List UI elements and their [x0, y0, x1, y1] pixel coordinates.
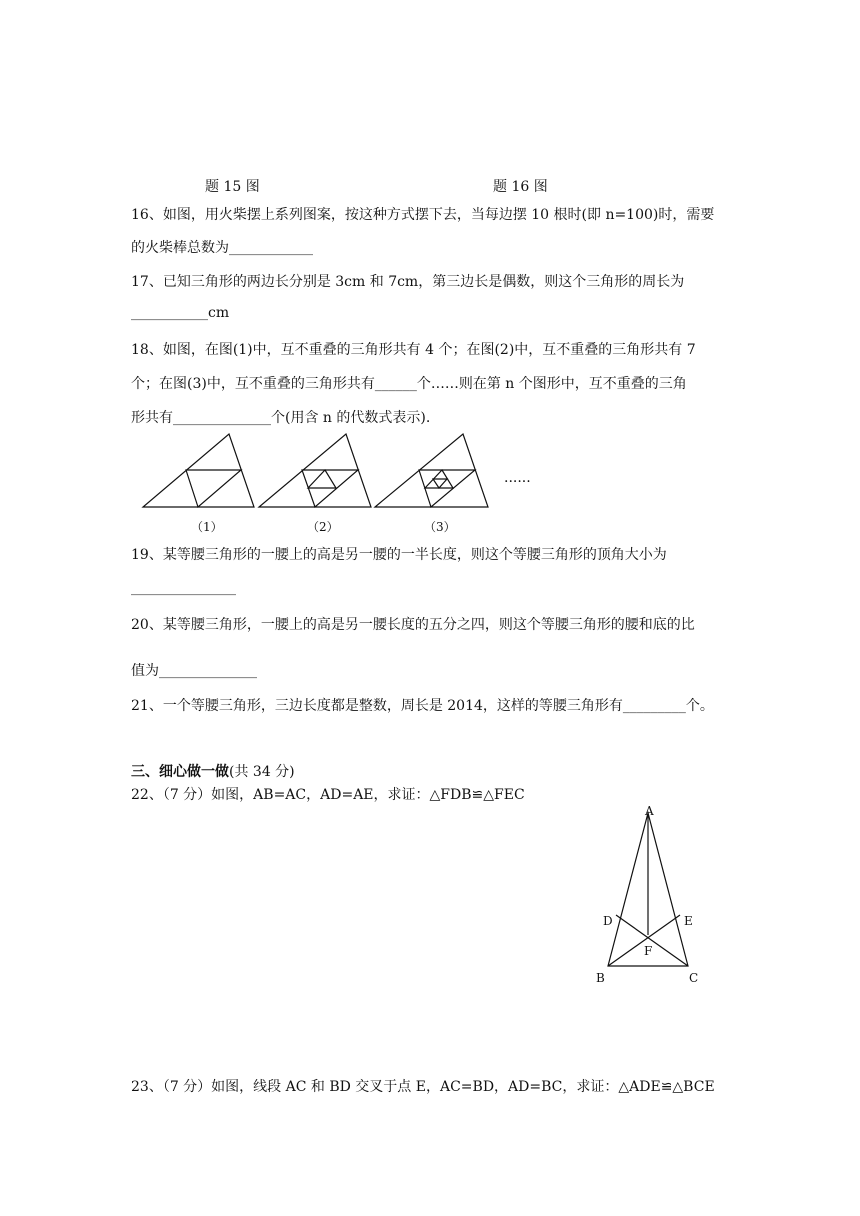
- q22-label-a: A: [645, 804, 654, 818]
- q16-line2: 的火柴棒总数为____________: [131, 240, 313, 256]
- fig16-caption: 题 16 图: [493, 179, 548, 195]
- q22-label-f: F: [644, 944, 653, 958]
- q22-line1: 22、（7 分）如图，AB=AC，AD=AE，求证：△FDB≌△FEC: [131, 787, 525, 803]
- q17-line1: 17、已知三角形的两边长分别是 3cm 和 7cm，第三边长是偶数，则这个三角形的周长为: [131, 274, 685, 290]
- q18-line2: 个；在图(3)中，互不重叠的三角形共有______个……则在第 n 个图形中，互不重叠的三角: [131, 376, 687, 392]
- q19-line2: _______________: [131, 580, 236, 596]
- q18-line3: 形共有______________个(用含 n 的代数式表示).: [131, 410, 431, 426]
- q17-line2: ___________cm: [131, 305, 230, 321]
- q23-line1: 23、（7 分）如图，线段 AC 和 BD 交叉于点 E，AC=BD，AD=BC，求证：△ADE≌△BCE: [131, 1079, 715, 1095]
- q18-line1: 18、如图，在图(1)中，互不重叠的三角形共有 4 个；在图(2)中，互不重叠的三角形共有 7: [131, 342, 696, 358]
- q18-fig1-label: （1）: [191, 520, 223, 534]
- q18-fig3-label: （3）: [424, 520, 456, 534]
- q20-line2: 值为______________: [131, 663, 257, 679]
- q22-label-c: C: [689, 971, 699, 985]
- q16-line1: 16、如图，用火柴摆上系列图案，按这种方式摆下去，当每边摆 10 根时(即 n=100)时，需要: [131, 207, 715, 223]
- q22-label-e: E: [684, 914, 693, 928]
- q20-line1: 20、某等腰三角形，一腰上的高是另一腰长度的五分之四，则这个等腰三角形的腰和底的比: [131, 617, 695, 633]
- q19-line1: 19、某等腰三角形的一腰上的高是另一腰的一半长度，则这个等腰三角形的顶角大小为: [131, 547, 667, 563]
- q18-ellipsis: ......: [504, 470, 531, 486]
- section3-title: 三、细心做一做: [131, 764, 229, 780]
- q22-label-d: D: [603, 914, 613, 928]
- q21-line1: 21、一个等腰三角形，三边长度都是整数，周长是 2014，这样的等腰三角形有_________个。: [131, 698, 714, 714]
- q22-label-b: B: [596, 971, 605, 985]
- fig15-caption: 题 15 图: [205, 179, 260, 195]
- section3-points: (共 34 分): [229, 764, 295, 780]
- q18-fig2-label: （2）: [307, 520, 339, 534]
